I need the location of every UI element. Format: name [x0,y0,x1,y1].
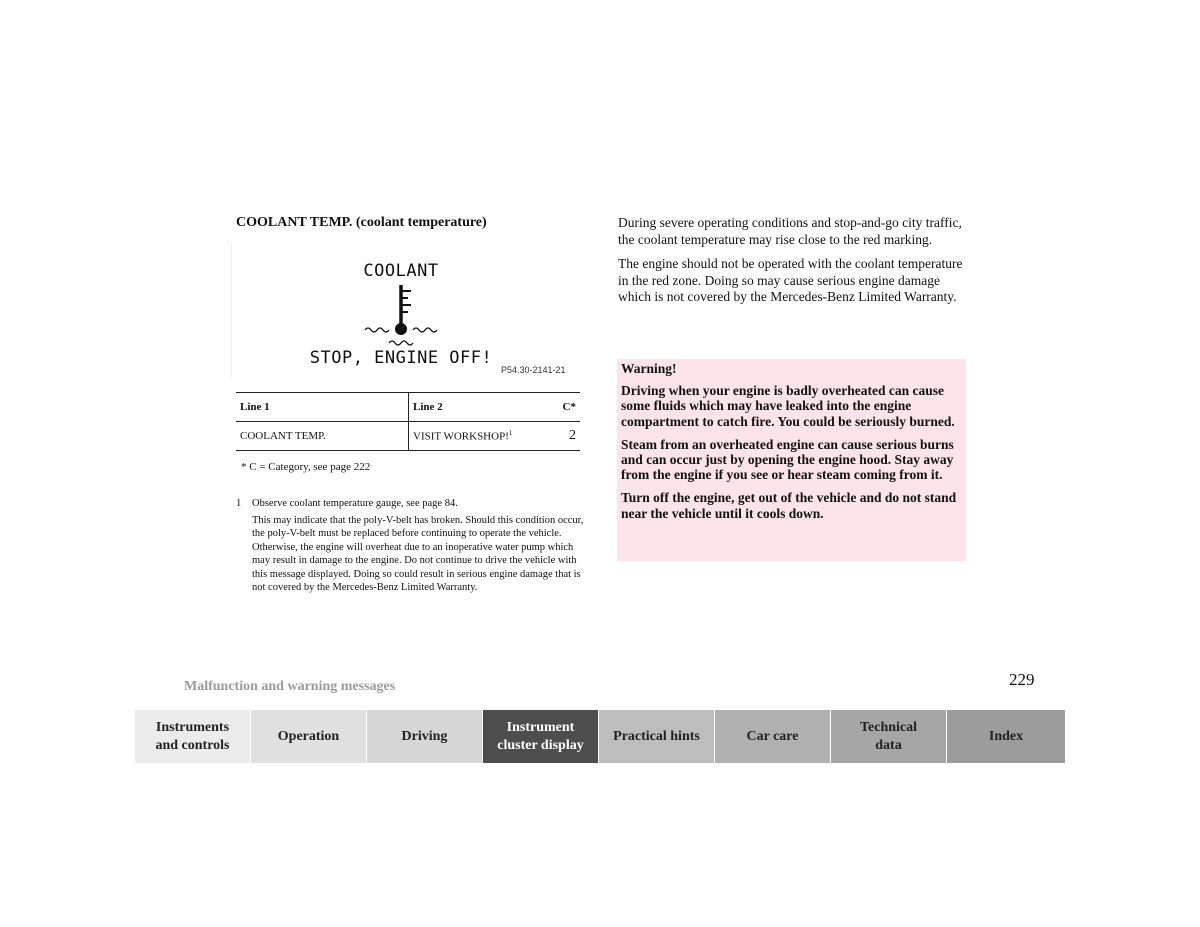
header-line1: Line 1 [236,393,409,422]
table-header-row [236,393,580,422]
cell-line1: COOLANT TEMP. [236,422,409,451]
header-category: C* [562,401,576,413]
tab-label: Operation [277,728,340,744]
tab-car-care[interactable] [715,710,831,763]
tab-label-line1: Instrument [506,719,575,735]
tab-instrument-cluster-display[interactable] [483,710,599,763]
footnote [236,497,584,595]
tab-label-line2: data [875,737,902,753]
cell-category: 2 [569,428,576,443]
section-title: COOLANT TEMP. (coolant temperature) [236,215,487,230]
tab-label-line1: Instruments [155,719,230,735]
tab-label-line2: cluster display [497,737,584,753]
coolant-thermometer-icon [365,285,437,345]
footnote-ref: 1 [508,429,513,438]
warning-title: Warning! [621,361,677,376]
warning-paragraph-1: Driving when your engine is badly overheated can cause some fluids which may have leaked into the engine compartment to catch fire. You could be seriously burned. [621,383,955,429]
header-line2: Line 2 [413,401,443,413]
cell-line2 [409,422,558,451]
tab-driving[interactable] [367,710,483,763]
tab-label-line1: Technical [859,719,918,735]
footnote-body: This may indicate that the poly-V-belt has broken. Should this condition occur, the poly-V-belt must be replaced before continuing to operate the vehicle. Otherwise, the engine will overheat due to an inoperative water pump which may result in damage to the engine. Do not continue to drive the vehicle with this message displayed. Doing so could result in serious engine damage that is not covered by the Mercedes-Benz Limited Warranty. [252,514,584,593]
warning-box [617,359,966,561]
warning-paragraph-3: Turn off the engine, get out of the vehicle and do not stand near the vehicle until it cools down. [621,490,957,521]
tab-technical-data[interactable] [831,710,947,763]
page-number: 229 [1009,670,1035,689]
cell-line2-text: VISIT WORKSHOP! [413,430,509,443]
display-line1: COOLANT [363,261,439,281]
tab-label-line2: and controls [155,737,230,753]
display-line2: STOP, ENGINE OFF! [309,348,493,368]
right-column [618,215,968,314]
tab-label: Practical hints [613,728,700,744]
tab-operation[interactable] [251,710,367,763]
coolant-display-figure [231,243,576,378]
paragraph-1: During severe operating conditions and stop-and-go city traffic, the coolant temperature may rise close to the red marking. [618,215,962,247]
section-name: Malfunction and warning messages [184,679,396,694]
footnote-number: 1 [236,498,242,509]
table-row [236,422,580,451]
warning-paragraph-2: Steam from an overheated engine can cause serious burns and can occur just by opening the engine hood. Stay away from the engine if you see or hear steam coming from it. [621,436,954,483]
tab-label: Driving [401,728,448,744]
tab-label: Index [988,728,1024,744]
tab-label: Car care [746,728,799,744]
chapter-nav-bar [135,710,1065,763]
tab-instruments-and-controls[interactable] [135,710,251,763]
paragraph-2: The engine should not be operated with the coolant temperature in the red zone. Doing so may cause serious engine damage which is not covered by the Mercedes-Benz Limited Warranty. [618,256,963,304]
figure-reference: P54.30-2141-21 [501,365,566,375]
category-note: * C = Category, see page 222 [241,461,371,473]
footnote-first-line: Observe coolant temperature gauge, see page 84. [252,498,458,509]
tab-practical-hints[interactable] [599,710,715,763]
tab-index[interactable] [947,710,1065,763]
message-table [236,392,580,451]
